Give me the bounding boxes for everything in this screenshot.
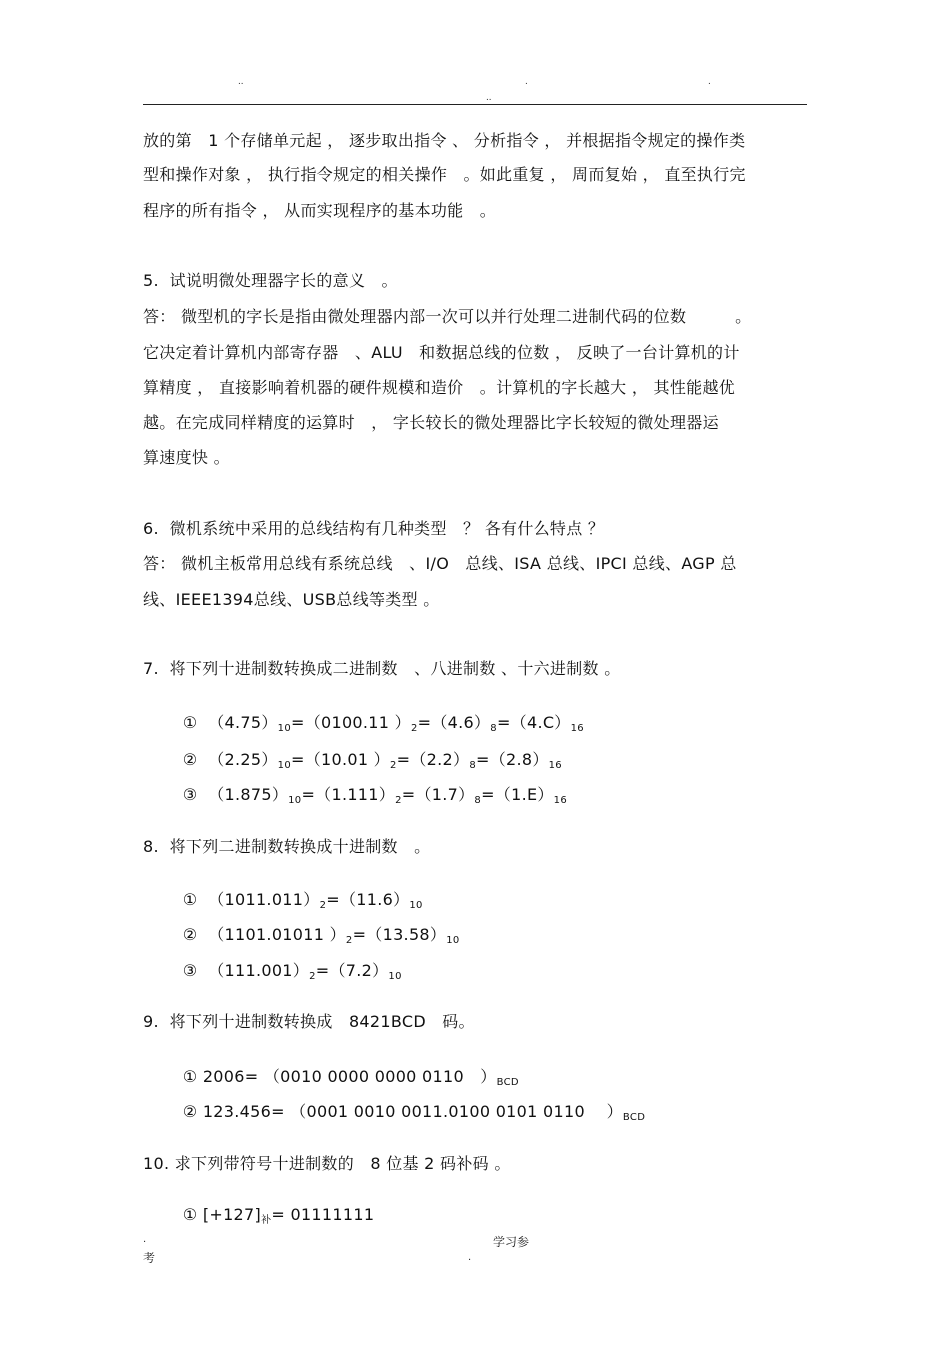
value: （1.875） <box>208 785 289 804</box>
header-rule <box>143 104 807 105</box>
q10-item-1 <box>172 1186 374 1226</box>
value: =（1.111） <box>301 785 396 804</box>
value: 2006= （0010 0000 0000 0110 ） <box>197 1067 497 1086</box>
item-mark: ③ <box>182 961 198 980</box>
footer-dot-2: . <box>468 1252 472 1263</box>
q7-item-3 <box>172 763 567 806</box>
value: （4.75） <box>208 713 278 732</box>
base-subscript: 10 <box>446 935 460 946</box>
q5-answer-line-5: 算速度快 。 <box>143 448 230 467</box>
value: =（2.2） <box>396 750 470 769</box>
base-subscript: 10 <box>288 795 302 806</box>
header-dot-3: . <box>708 76 711 87</box>
q5-answer-line-4: 越。在完成同样精度的运算时 ， 字长较长的微处理器比字长较短的微处理器运 <box>143 413 719 432</box>
item-mark: ② <box>182 750 198 769</box>
item-mark: ① <box>182 1205 198 1224</box>
base-subscript: 2 <box>389 760 397 771</box>
base-subscript: 2 <box>309 971 316 982</box>
q6-answer-line-1: 答： 微机主板常用总线有系统总线 、I/O 总线、ISA 总线、IPCI 总线、AGP 总 <box>143 554 737 573</box>
base-subscript: 2 <box>395 795 402 806</box>
header-dots-4: .. <box>486 92 492 103</box>
value: =（0100.11 ） <box>290 713 411 732</box>
base-subscript: 8 <box>490 723 497 734</box>
q9-question: 9. 将下列十进制数转换成 8421BCD 码。 <box>143 1012 475 1031</box>
footer-dot-1: . <box>143 1234 147 1245</box>
q9-item-2 <box>172 1080 645 1123</box>
base-subscript: 2 <box>319 900 327 911</box>
value: =（1.E） <box>481 785 554 804</box>
base-subscript: 10 <box>277 760 291 771</box>
value: =（1.7） <box>401 785 475 804</box>
q5-answer-line-2: 它决定着计算机内部寄存器 、ALU 和数据总线的位数 ， 反映了一台计算机的计 <box>143 343 740 362</box>
value: =（11.6） <box>326 890 410 909</box>
value: [+127] <box>197 1205 262 1224</box>
complement-subscript: 补 <box>261 1215 272 1226</box>
bcd-subscript: BCD <box>622 1112 646 1123</box>
value: （111.001） <box>208 961 310 980</box>
value: =（4.6） <box>417 713 491 732</box>
value: =（10.01 ） <box>290 750 390 769</box>
intro-line-3: 程序的所有指令 ， 从而实现程序的基本功能 。 <box>143 201 497 220</box>
item-mark: ③ <box>182 785 198 804</box>
value: （1101.01011 ） <box>208 925 346 944</box>
item-mark: ① <box>182 1067 198 1086</box>
base-subscript: 10 <box>409 900 423 911</box>
value: （1011.011） <box>208 890 320 909</box>
q8-item-3 <box>172 939 402 982</box>
base-subscript: 10 <box>388 971 402 982</box>
base-subscript: 10 <box>277 723 291 734</box>
value: 123.456= （0001 0010 0011.0100 0101 0110 ） <box>197 1102 623 1121</box>
footer-text-2: 考 <box>143 1251 156 1265</box>
intro-line-1: 放的第 1 个存储单元起 ， 逐步取出指令 、 分析指令 ， 并根据指令规定的操作类 <box>143 131 746 150</box>
value: =（13.58） <box>352 925 447 944</box>
header-dots-1: .. <box>238 76 244 87</box>
bcd-subscript: BCD <box>496 1077 519 1088</box>
item-mark: ① <box>182 890 198 909</box>
q5-answer-line-1: 答： 微型机的字长是指由微处理器内部一次可以并行处理二进制代码的位数 。 <box>143 307 752 326</box>
q6-answer-line-2: 线、IEEE1394总线、USB总线等类型 。 <box>143 590 440 609</box>
base-subscript: 16 <box>570 723 584 734</box>
base-subscript: 8 <box>469 760 476 771</box>
item-mark: ② <box>182 1102 198 1121</box>
footer-text-1: 学习参 <box>493 1235 530 1249</box>
base-subscript: 2 <box>345 935 353 946</box>
q8-question: 8. 将下列二进制数转换成十进制数 。 <box>143 837 431 856</box>
base-subscript: 16 <box>553 795 567 806</box>
value: =（4.C） <box>496 713 571 732</box>
header-dot-2: . <box>525 76 528 87</box>
value: =（7.2） <box>315 961 389 980</box>
value: （2.25） <box>208 750 278 769</box>
intro-line-2: 型和操作对象 ， 执行指令规定的相关操作 。如此重复 ， 周而复始 ， 直至执行完 <box>143 165 746 184</box>
base-subscript: 16 <box>548 760 562 771</box>
q7-question: 7. 将下列十进制数转换成二进制数 、八进制数 、十六进制数 。 <box>143 659 621 678</box>
base-subscript: 8 <box>474 795 482 806</box>
q5-question: 5. 试说明微处理器字长的意义 。 <box>143 271 398 290</box>
item-mark: ① <box>182 713 198 732</box>
value: = 01111111 <box>271 1205 375 1224</box>
value: =（2.8） <box>475 750 549 769</box>
q10-question: 10. 求下列带符号十进制数的 8 位基 2 码补码 。 <box>143 1154 511 1173</box>
item-mark: ② <box>182 925 198 944</box>
q6-question: 6. 微机系统中采用的总线结构有几种类型 ？ 各有什么特点 ？ <box>143 519 605 538</box>
base-subscript: 2 <box>410 723 418 734</box>
q5-answer-line-3: 算精度 ， 直接影响着机器的硬件规模和造价 。计算机的字长越大 ， 其性能越优 <box>143 378 736 397</box>
